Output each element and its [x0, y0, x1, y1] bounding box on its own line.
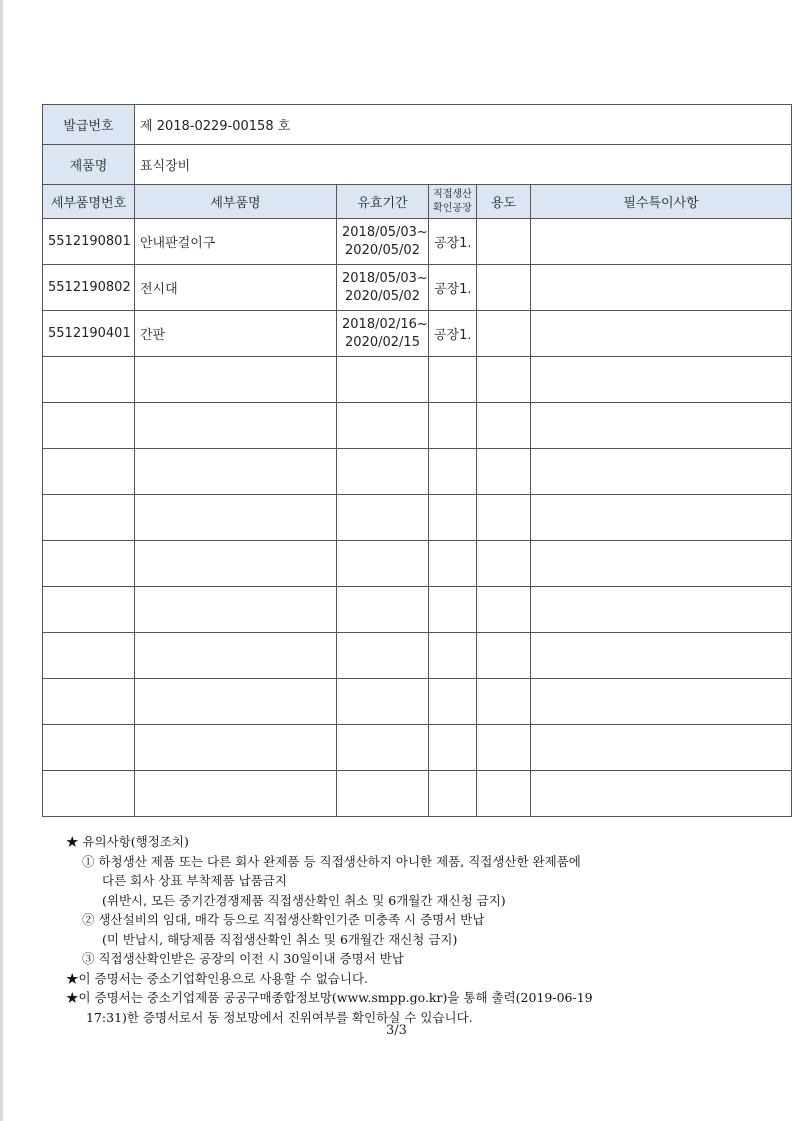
row-period [337, 265, 429, 311]
row-period [337, 311, 429, 357]
empty-row [43, 541, 792, 587]
header-code: 세부품명번호 [43, 185, 135, 219]
empty-row [43, 357, 792, 403]
notes-section [66, 832, 786, 1027]
row-code: 5512190401 [43, 311, 135, 357]
empty-row [43, 725, 792, 771]
product-row [43, 145, 792, 185]
row-name: 간판 [135, 311, 337, 357]
header-note: 필수특이사항 [531, 185, 792, 219]
period-to: 2020/02/15 [345, 334, 420, 350]
row-use [477, 219, 531, 265]
table-row [43, 311, 792, 357]
empty-row [43, 771, 792, 817]
issue-label: 발급번호 [43, 105, 135, 145]
empty-row [43, 495, 792, 541]
table-row [43, 265, 792, 311]
note-2b: (미 반납시, 해당제품 직접생산확인 취소 및 6개월간 재신청 금지) [102, 931, 458, 947]
note-3: ③ 직접생산확인받은 공장의 이전 시 30일이내 증명서 반납 [82, 951, 404, 966]
star-note-2b: 17:31)한 증명서로서 동 정보망에서 진위여부를 확인하실 수 있습니다. [86, 1009, 473, 1025]
empty-row [43, 587, 792, 633]
notes-title: ★ 유의사항(행정조치) [66, 834, 189, 849]
product-value: 표식장비 [135, 145, 792, 185]
note-1c: (위반시, 모든 중기간경쟁제품 직접생산확인 취소 및 6개월간 재신청 금지) [102, 892, 506, 908]
row-code: 5512190802 [43, 265, 135, 311]
header-row [43, 185, 792, 219]
period-from: 2018/05/03~ [342, 270, 428, 286]
header-use: 용도 [477, 185, 531, 219]
period-to: 2020/05/02 [345, 242, 420, 258]
note-1a: ① 하청생산 제품 또는 다른 회사 완제품 등 직접생산하지 아니한 제품, 직접생산한 완제품에 [82, 853, 581, 869]
product-label: 제품명 [43, 145, 135, 185]
empty-row [43, 633, 792, 679]
period-from: 2018/02/16~ [342, 316, 428, 332]
period-from: 2018/05/03~ [342, 224, 428, 240]
header-name: 세부품명 [135, 185, 337, 219]
page-edge [0, 0, 3, 1121]
period-to: 2020/05/02 [345, 288, 420, 304]
header-period: 유효기간 [337, 185, 429, 219]
row-factory: 공장1. [429, 219, 477, 265]
table-row [43, 219, 792, 265]
row-period [337, 219, 429, 265]
row-use [477, 311, 531, 357]
row-code: 5512190801 [43, 219, 135, 265]
row-note [531, 219, 792, 265]
star-note-2a: ★이 증명서는 중소기업제품 공공구매종합정보망(www.smpp.go.kr)을 통해 출력(2019-06-19 [66, 990, 593, 1005]
row-note [531, 311, 792, 357]
star-note-1: ★이 증명서는 중소기업확인용으로 사용할 수 없습니다. [66, 970, 368, 986]
row-name: 전시대 [135, 265, 337, 311]
empty-row [43, 449, 792, 495]
note-2a: ② 생산설비의 임대, 매각 등으로 직접생산확인기준 미충족 시 증명서 반납 [82, 912, 485, 927]
row-factory: 공장1. [429, 311, 477, 357]
row-name: 안내판걸이구 [135, 219, 337, 265]
issue-value: 제 2018-0229-00158 호 [135, 105, 792, 145]
issue-row [43, 105, 792, 145]
row-use [477, 265, 531, 311]
empty-row [43, 403, 792, 449]
row-factory: 공장1. [429, 265, 477, 311]
header-factory: 직접생산확인공장 [429, 185, 477, 219]
empty-row [43, 679, 792, 725]
note-1b: 다른 회사 상표 부착제품 납품금지 [102, 873, 287, 888]
row-note [531, 265, 792, 311]
page-number: 3/3 [386, 1023, 407, 1038]
certificate-table [42, 104, 792, 817]
